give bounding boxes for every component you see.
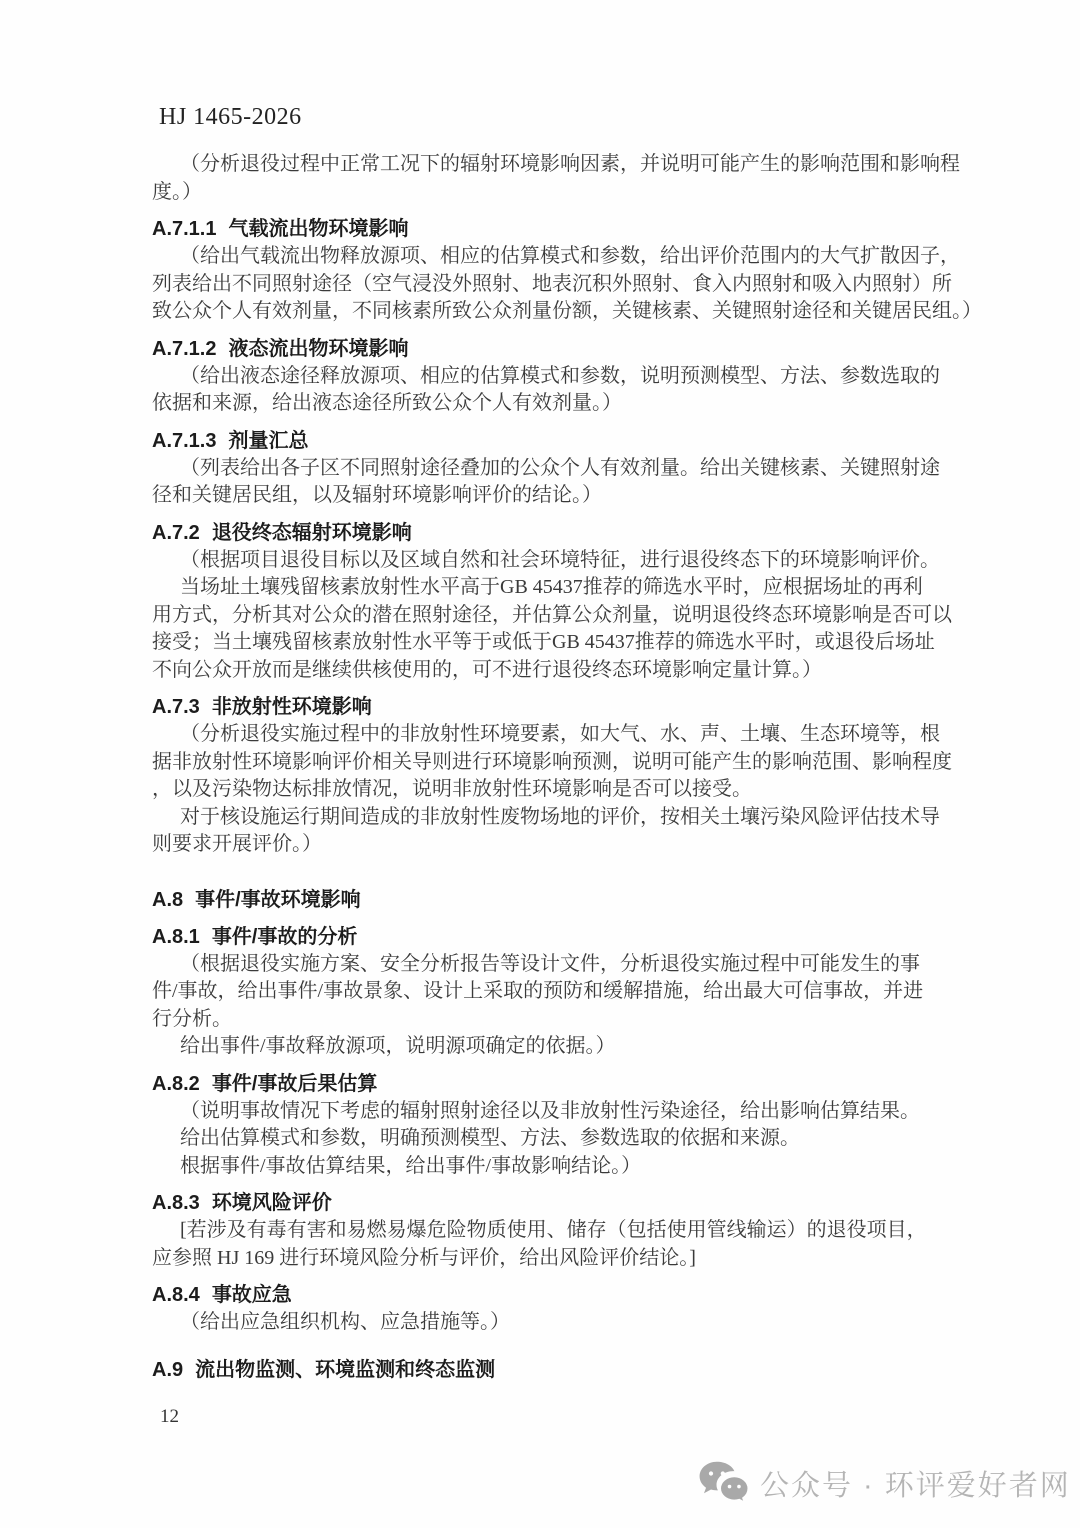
body-line: （根据项目退役目标以及区域自然和社会环境特征，进行退役终态下的环境影响评价。 [180, 548, 940, 571]
section-heading [152, 1356, 982, 1384]
section-number: A.7.2 [152, 521, 200, 544]
body-line: 致公众个人有效剂量，不同核素所致公众剂量份额，关键核素、关键照射途径和关键居民组。） [152, 300, 982, 322]
section-number: A.9 [152, 1358, 184, 1381]
section-number: A.7.1.3 [152, 429, 217, 452]
body-line: （列表给出各子区不同照射途径叠加的公众个人有效剂量。给出关键核素、关键照射途 [180, 456, 940, 479]
section-heading [152, 1070, 982, 1098]
section-title: 事件/事故环境影响 [195, 888, 361, 911]
section-heading [152, 427, 982, 455]
section-heading [152, 923, 982, 951]
document-body [152, 151, 982, 1384]
body-line: 应参照 HJ 169 进行环境风险分析与评价，给出风险评价结论。] [152, 1246, 696, 1269]
section-number: A.8.4 [152, 1284, 200, 1306]
section-title: 流出物监测、环境监测和终态监测 [195, 1358, 496, 1381]
section-number: A.8.2 [152, 1072, 200, 1095]
body-line: 当场址土壤残留核素放射性水平高于GB 45437推荐的筛选水平时，应根据场址的再利 [180, 576, 923, 598]
body-line: 接受；当土壤残留核素放射性水平等于或低于GB 45437推荐的筛选水平时，或退役后场址 [152, 631, 935, 653]
body-line: 件/事故，给出事件/事故景象、设计上采取的预防和缓解措施，给出最大可信事故，并进 [152, 980, 924, 1002]
section-number: A.7.1.2 [152, 337, 217, 360]
body-line: 度。） [152, 180, 202, 203]
standard-code: HJ 1465-2026 [159, 104, 302, 130]
body-line: （给出液态途径释放源项、相应的估算模式和参数，说明预测模型、方法、参数选取的 [180, 364, 940, 387]
section-title: 退役终态辐射环境影响 [211, 521, 412, 544]
wechat-icon [698, 1460, 750, 1506]
body-line: ，以及污染物达标排放情况，说明非放射性环境影响是否可以接受。 [152, 778, 752, 800]
section-heading [152, 335, 982, 363]
section-number: A.7.1.1 [152, 218, 217, 240]
section-title: 气载流出物环境影响 [228, 218, 409, 240]
section-heading [152, 886, 982, 914]
body-line: 则要求开展评价。） [152, 833, 322, 855]
watermark-text: 公众号 · 环评爱好者网 [760, 1469, 1071, 1502]
body-line: （说明事故情况下考虑的辐射照射途径以及非放射性污染途径，给出影响估算结果。 [180, 1099, 920, 1122]
page-number: 12 [160, 1406, 179, 1427]
section-heading [152, 693, 982, 721]
body-line: （给出气载流出物释放源项、相应的估算模式和参数，给出评价范围内的大气扩散因子， [180, 245, 960, 267]
body-line: 用方式，分析其对公众的潜在照射途径，并估算公众剂量，说明退役终态环境影响是否可以 [152, 603, 952, 626]
body-line: 对于核设施运行期间造成的非放射性废物场地的评价，按相关土壤污染风险评估技术导 [180, 805, 940, 828]
body-line: （根据退役实施方案、安全分析报告等设计文件，分析退役实施过程中可能发生的事 [180, 952, 920, 975]
body-line: 不向公众开放而是继续供核使用的，可不进行退役终态环境影响定量计算。） [152, 658, 822, 681]
body-line: 给出事件/事故释放源项，说明源项确定的依据。） [180, 1035, 616, 1057]
body-line: （给出应急组织机构、应急措施等。） [180, 1311, 510, 1333]
section-title: 事件/事故后果估算 [211, 1072, 378, 1095]
body-line: 行分析。 [152, 1007, 232, 1030]
body-line: 径和关键居民组，以及辐射环境影响评价的结论。） [152, 484, 602, 506]
section-title: 非放射性环境影响 [211, 696, 372, 718]
body-line: 根据事件/事故估算结果，给出事件/事故影响结论。） [180, 1154, 642, 1177]
section-number: A.8.1 [152, 925, 200, 948]
section-title: 剂量汇总 [228, 429, 309, 452]
section-title: 事件/事故的分析 [211, 925, 358, 948]
section-heading [152, 519, 982, 547]
body-line: 依据和来源，给出液态途径所致公众个人有效剂量。） [152, 392, 622, 414]
section-title: 环境风险评价 [211, 1192, 332, 1214]
section-number: A.8.3 [152, 1192, 200, 1214]
body-line: 据非放射性环境影响评价相关导则进行环境影响预测，说明可能产生的影响范围、影响程度 [152, 750, 952, 773]
body-line: （分析退役实施过程中的非放射性环境要素，如大气、水、声、土壤、生态环境等，根 [180, 723, 940, 745]
body-line: 给出估算模式和参数，明确预测模型、方法、参数选取的依据和来源。 [180, 1127, 800, 1149]
section-heading [152, 1281, 982, 1309]
section-heading [152, 1189, 982, 1217]
watermark [698, 1460, 1071, 1506]
section-title: 事故应急 [211, 1284, 292, 1306]
section-number: A.8 [152, 888, 184, 911]
section-number: A.7.3 [152, 696, 200, 718]
body-line: （分析退役过程中正常工况下的辐射环境影响因素，并说明可能产生的影响范围和影响程 [180, 153, 960, 175]
body-line: [若涉及有毒有害和易燃易爆危险物质使用、储存（包括使用管线输运）的退役项目， [180, 1219, 927, 1241]
section-title: 液态流出物环境影响 [228, 337, 409, 360]
section-heading [152, 215, 982, 243]
body-line: 列表给出不同照射途径（空气浸没外照射、地表沉积外照射、食入内照射和吸入内照射）所 [152, 272, 952, 295]
